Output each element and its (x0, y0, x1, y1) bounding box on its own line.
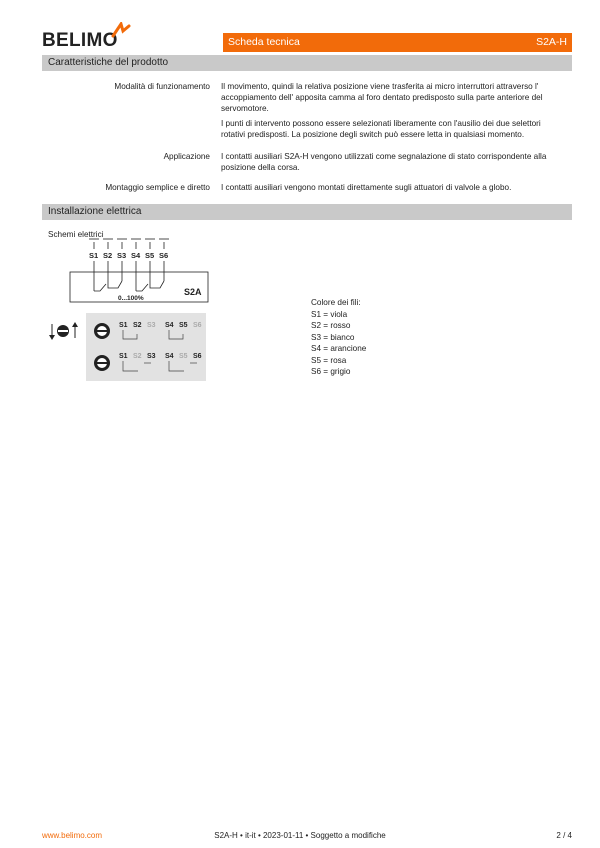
terminal-label: S4 (165, 353, 174, 360)
terminal-label: S3 (147, 322, 156, 329)
feature-text (221, 81, 559, 144)
feature-paragraph: I punti di intervento possono essere selezionati liberamente con l'ausilio dei due selettori rotativi predisposti. La posizione degli switch può essere letta in qualsiasi momento. (221, 119, 541, 139)
terminal-label: S1 (119, 322, 128, 329)
header-bar (223, 33, 572, 52)
section-electrical (42, 204, 572, 220)
feature-paragraph: I contatti ausiliari vengono montati direttamente sugli attuatori di valvole a globo. (221, 183, 512, 192)
device-label: S2A (184, 287, 202, 297)
feature-label: Applicazione (163, 152, 210, 161)
range-label: 0...100% (118, 295, 144, 302)
section-electrical-title: Installazione elettrica (48, 206, 142, 217)
wire-colors (311, 297, 366, 378)
terminal-label: S4 (131, 251, 141, 260)
footer-website-link[interactable]: www.belimo.com (42, 831, 103, 840)
switch-selector-panel (86, 313, 206, 381)
section-features-title: Caratteristiche del prodotto (48, 57, 169, 68)
wire-color-item: S4 = arancione (311, 344, 367, 353)
feature-paragraph: Il movimento, quindi la relativa posizione viene trasferita ai micro interruttori attraverso l' accoppiamento dell' apposita camma al foro dentato predisposto sulla parte anteriore del servomotore. (221, 82, 543, 113)
belimo-logo (42, 30, 122, 52)
feature-text (221, 151, 559, 177)
feature-text (221, 182, 559, 197)
wiring-title: Schemi elettrici (48, 230, 104, 239)
terminal-label: S6 (193, 353, 202, 360)
wire-color-item: S6 = grigio (311, 367, 351, 376)
terminal-label: S2 (133, 353, 142, 360)
terminal-label: S5 (145, 251, 155, 260)
terminal-label: S2 (103, 251, 113, 260)
brand-name: BELIMO (42, 30, 118, 51)
doc-type: Scheda tecnica (228, 36, 300, 48)
terminal-label: S2 (133, 322, 142, 329)
product-code: S2A-H (536, 36, 567, 48)
terminal-label: S4 (165, 322, 174, 329)
section-features (42, 55, 572, 71)
logo-spark-icon (111, 22, 131, 38)
footer-info: S2A-H • it-it • 2023-01-11 • Soggetto a modifiche (214, 831, 386, 840)
page-number: 2 / 4 (556, 831, 572, 840)
terminal-label: S1 (89, 251, 99, 260)
rotation-arrows-icon (48, 321, 80, 341)
terminal-label: S5 (179, 322, 188, 329)
wire-color-item: S3 = bianco (311, 332, 355, 342)
terminal-label: S3 (117, 251, 127, 260)
terminal-label: S5 (179, 353, 188, 360)
wire-color-item: S2 = rosso (311, 321, 351, 330)
wire-colors-title: Colore dei fili: (311, 298, 361, 307)
terminal-label: S3 (147, 353, 156, 360)
feature-label: Montaggio semplice e diretto (105, 183, 210, 192)
wire-color-item: S5 = rosa (311, 355, 347, 365)
terminal-label: S6 (159, 251, 169, 260)
feature-label: Modalità di funzionamento (114, 82, 210, 91)
feature-paragraph: I contatti ausiliari S2A-H vengono utilizzati come segnalazione di stato corrispondente alla posizione della corsa. (221, 152, 547, 172)
wire-color-item: S1 = viola (311, 309, 348, 319)
terminal-label: S6 (193, 322, 202, 329)
terminal-label: S1 (119, 353, 128, 360)
wiring-diagram (40, 236, 215, 304)
